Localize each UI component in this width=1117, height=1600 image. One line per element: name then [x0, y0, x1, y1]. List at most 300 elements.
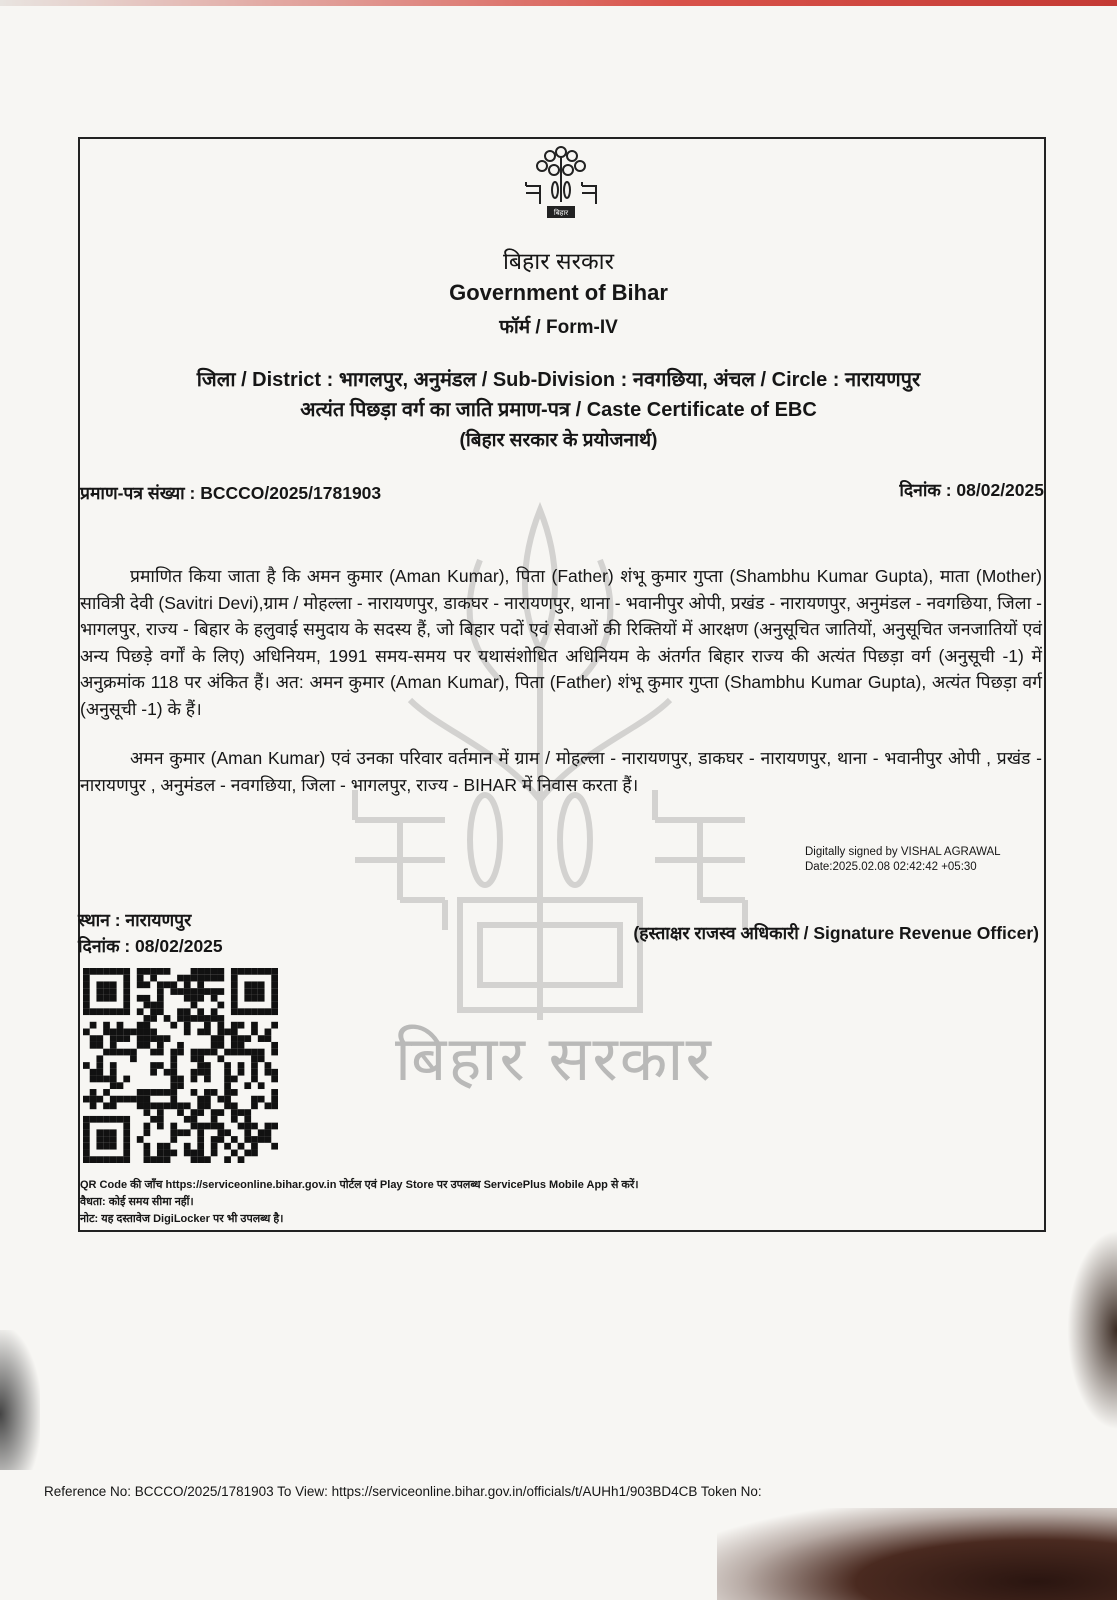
qr-module	[157, 995, 164, 1002]
qr-module	[83, 1150, 90, 1157]
qr-module	[123, 981, 130, 988]
qr-module	[170, 988, 177, 995]
qr-module	[197, 1008, 204, 1015]
qr-module	[83, 1143, 90, 1150]
qr-module	[204, 1029, 211, 1036]
qr-module	[184, 988, 191, 995]
qr-module	[258, 988, 265, 995]
gov-hindi: बिहार सरकार	[502, 248, 615, 274]
qr-module	[96, 1156, 103, 1163]
qr-module	[170, 1069, 177, 1076]
qr-module	[110, 1129, 117, 1136]
qr-module	[217, 975, 224, 982]
qr-module	[96, 1143, 103, 1150]
qr-module	[231, 995, 238, 1002]
qr-module	[103, 1156, 110, 1163]
qr-module	[265, 968, 272, 975]
qr-module	[157, 1089, 164, 1096]
qr-module	[251, 968, 258, 975]
qr-module	[231, 1008, 238, 1015]
qr-module	[150, 1116, 157, 1123]
qr-module	[130, 1029, 137, 1036]
qr-module	[217, 1109, 224, 1116]
qr-module	[258, 1082, 265, 1089]
qr-module	[258, 1136, 265, 1143]
qr-module	[224, 1156, 231, 1163]
qr-module	[217, 1055, 224, 1062]
qr-module	[265, 1062, 272, 1069]
qr-module	[157, 1143, 164, 1150]
signature-officer: (हस्ताक्षर राजस्व अधिकारी / Signature Revenue Officer)	[633, 923, 1039, 943]
qr-module	[197, 995, 204, 1002]
qr-module	[157, 981, 164, 988]
qr-module	[211, 1089, 218, 1096]
qr-module	[117, 1116, 124, 1123]
photo-shadow	[1067, 1230, 1117, 1430]
qr-module	[271, 981, 278, 988]
qr-module	[164, 1102, 171, 1109]
qr-module	[123, 1076, 130, 1083]
qr-module	[217, 1136, 224, 1143]
qr-module	[191, 1076, 198, 1083]
qr-module	[110, 1062, 117, 1069]
qr-module	[170, 1123, 177, 1130]
qr-module	[231, 1076, 238, 1083]
qr-module	[244, 1008, 251, 1015]
qr-module	[144, 1042, 151, 1049]
qr-module	[197, 1049, 204, 1056]
qr-module	[197, 1096, 204, 1103]
qr-module	[177, 975, 184, 982]
qr-module	[150, 1156, 157, 1163]
qr-module	[110, 968, 117, 975]
qr-module	[103, 1089, 110, 1096]
qr-module	[83, 1129, 90, 1136]
qr-module	[150, 1029, 157, 1036]
qr-module	[117, 968, 124, 975]
qr-module	[191, 1069, 198, 1076]
qr-module	[258, 968, 265, 975]
qr-module	[251, 981, 258, 988]
qr-module	[164, 1035, 171, 1042]
qr-module	[144, 1143, 151, 1150]
qr-module	[137, 1029, 144, 1036]
digital-signature	[805, 845, 1001, 875]
qr-module	[191, 988, 198, 995]
qr-module	[244, 988, 251, 995]
qr-module	[144, 981, 151, 988]
qr-module	[184, 1015, 191, 1022]
qr-module	[265, 1102, 272, 1109]
qr-module	[191, 975, 198, 982]
qr-module	[83, 1002, 90, 1009]
gov-english: Government of Bihar	[449, 280, 668, 305]
qr-module	[258, 995, 265, 1002]
qr-module	[204, 988, 211, 995]
qr-module	[231, 1029, 238, 1036]
qr-module	[103, 1136, 110, 1143]
qr-module	[204, 1156, 211, 1163]
qr-module	[157, 968, 164, 975]
qr-module	[103, 988, 110, 995]
qr-module	[117, 1049, 124, 1056]
qr-module	[191, 995, 198, 1002]
qr-module	[271, 1102, 278, 1109]
qr-module	[110, 1116, 117, 1123]
qr-module	[96, 968, 103, 975]
qr-module	[123, 1049, 130, 1056]
qr-module	[184, 1022, 191, 1029]
qr-module	[177, 1076, 184, 1083]
qr-module	[150, 1015, 157, 1022]
qr-module	[251, 1069, 258, 1076]
qr-module	[231, 1002, 238, 1009]
qr-module	[211, 1015, 218, 1022]
qr-module	[251, 1143, 258, 1150]
qr-module	[231, 1035, 238, 1042]
qr-module	[103, 1143, 110, 1150]
qr-module	[103, 995, 110, 1002]
qr-module	[191, 1089, 198, 1096]
qr-module	[157, 1008, 164, 1015]
qr-module	[231, 968, 238, 975]
qr-module	[197, 1150, 204, 1157]
qr-module	[103, 1049, 110, 1056]
qr-module	[110, 988, 117, 995]
qr-module	[271, 1049, 278, 1056]
qr-module	[164, 1089, 171, 1096]
qr-module	[123, 1008, 130, 1015]
qr-module	[103, 1008, 110, 1015]
qr-module	[265, 1069, 272, 1076]
qr-module	[96, 995, 103, 1002]
qr-module	[211, 1008, 218, 1015]
qr-module	[191, 1015, 198, 1022]
qr-module	[204, 1022, 211, 1029]
qr-module	[157, 1002, 164, 1009]
qr-module	[164, 1069, 171, 1076]
qr-module	[117, 1035, 124, 1042]
qr-module	[144, 1002, 151, 1009]
qr-module	[144, 1156, 151, 1163]
qr-module	[144, 995, 151, 1002]
qr-module	[191, 968, 198, 975]
qr-module	[251, 1049, 258, 1056]
qr-module	[204, 968, 211, 975]
qr-module	[271, 968, 278, 975]
qr-module	[211, 995, 218, 1002]
qr-module	[117, 1096, 124, 1103]
qr-module	[123, 1156, 130, 1163]
qr-module	[170, 1089, 177, 1096]
qr-module	[123, 1143, 130, 1150]
page-edge	[0, 0, 1117, 6]
qr-module	[103, 1076, 110, 1083]
qr-module	[197, 1156, 204, 1163]
qr-module	[83, 968, 90, 975]
qr-module	[110, 1042, 117, 1049]
qr-module	[271, 995, 278, 1002]
qr-module	[251, 1062, 258, 1069]
qr-module	[96, 1129, 103, 1136]
qr-module	[83, 1116, 90, 1123]
qr-module	[211, 975, 218, 982]
qr-module	[123, 988, 130, 995]
qr-module	[197, 1129, 204, 1136]
qr-module	[96, 981, 103, 988]
qr-module	[83, 1123, 90, 1130]
qr-module	[83, 1096, 90, 1103]
qr-module	[144, 1102, 151, 1109]
qr-module	[217, 1029, 224, 1036]
qr-module	[244, 1123, 251, 1130]
qr-module	[238, 1123, 245, 1130]
jurisdiction: जिला / District : भागलपुर, अनुमंडल / Sub-Division : नवगछिया, अंचल / Circle : नारायणपुर	[196, 369, 921, 391]
qr-module	[197, 1143, 204, 1150]
qr-module	[123, 1136, 130, 1143]
qr-module	[197, 1123, 204, 1130]
qr-module	[251, 988, 258, 995]
qr-module	[123, 1096, 130, 1103]
qr-module	[83, 1029, 90, 1036]
qr-module	[238, 1143, 245, 1150]
qr-module	[144, 968, 151, 975]
qr-module	[117, 1029, 124, 1036]
qr-module	[144, 1089, 151, 1096]
qr-module	[150, 1089, 157, 1096]
qr-module	[123, 1029, 130, 1036]
qr-module	[123, 1116, 130, 1123]
qr-module	[137, 981, 144, 988]
qr-module	[251, 1055, 258, 1062]
qr-module	[137, 1102, 144, 1109]
qr-module	[191, 1116, 198, 1123]
qr-module	[137, 1022, 144, 1029]
qr-module	[177, 1082, 184, 1089]
digilocker-note: नोट: यह दस्तावेज DigiLocker पर भी उपलब्ध है।	[80, 1213, 284, 1225]
qr-module	[110, 1029, 117, 1036]
qr-module	[157, 1150, 164, 1157]
qr-module	[238, 1022, 245, 1029]
qr-module	[244, 1116, 251, 1123]
qr-module	[123, 995, 130, 1002]
qr-module	[110, 1136, 117, 1143]
qr-module	[271, 1069, 278, 1076]
qr-module	[130, 1096, 137, 1103]
qr-module	[144, 1109, 151, 1116]
qr-module	[144, 1096, 151, 1103]
qr-module	[150, 1002, 157, 1009]
qr-module	[110, 1076, 117, 1083]
qr-module	[224, 1129, 231, 1136]
qr-module	[123, 1129, 130, 1136]
qr-module	[184, 1129, 191, 1136]
qr-module	[258, 1055, 265, 1062]
qr-module	[238, 1062, 245, 1069]
qr-module	[197, 1055, 204, 1062]
qr-module	[238, 1049, 245, 1056]
qr-module	[197, 1015, 204, 1022]
qr-module	[251, 995, 258, 1002]
qr-module	[177, 1015, 184, 1022]
qr-module	[184, 995, 191, 1002]
qr-module	[137, 1035, 144, 1042]
qr-module	[238, 1035, 245, 1042]
qr-module	[244, 995, 251, 1002]
qr-module	[164, 1156, 171, 1163]
digital-signature-signer: Digitally signed by VISHAL AGRAWAL	[805, 846, 1001, 858]
qr-module	[110, 1069, 117, 1076]
qr-module	[244, 1150, 251, 1157]
qr-module	[231, 1102, 238, 1109]
qr-module	[224, 1096, 231, 1103]
qr-module	[177, 1049, 184, 1056]
qr-module	[211, 1136, 218, 1143]
qr-module	[244, 1129, 251, 1136]
qr-module	[170, 1136, 177, 1143]
qr-module	[251, 1096, 258, 1103]
qr-module	[103, 1029, 110, 1036]
qr-module	[177, 1102, 184, 1109]
qr-module	[197, 1029, 204, 1036]
qr-module	[217, 1022, 224, 1029]
qr-module	[164, 1150, 171, 1157]
qr-module	[258, 1096, 265, 1103]
qr-module	[103, 1022, 110, 1029]
qr-module	[117, 1082, 124, 1089]
qr-module	[238, 968, 245, 975]
qr-module	[170, 1096, 177, 1103]
qr-module	[251, 1123, 258, 1130]
qr-module	[265, 1035, 272, 1042]
qr-module	[170, 981, 177, 988]
qr-module	[164, 968, 171, 975]
form-number: फॉर्म / Form-IV	[499, 317, 618, 338]
qr-module	[238, 1042, 245, 1049]
qr-module	[231, 1150, 238, 1157]
qr-module	[191, 1156, 198, 1163]
qr-module	[251, 1076, 258, 1083]
qr-module	[204, 1015, 211, 1022]
qr-module	[224, 1062, 231, 1069]
qr-module	[271, 975, 278, 982]
qr-module	[110, 1096, 117, 1103]
reference-footer: Reference No: BCCCO/2025/1781903 To View: https://serviceonline.bihar.gov.in/officials/t/AUHh1/903BD4CB Token No:	[44, 1484, 762, 1499]
photo-shadow	[0, 1330, 40, 1470]
qr-module	[191, 1123, 198, 1130]
qr-module	[83, 1156, 90, 1163]
qr-module	[83, 1008, 90, 1015]
certificate-body-paragraph-2	[80, 745, 1042, 798]
qr-module	[217, 968, 224, 975]
qr-module	[184, 975, 191, 982]
qr-module	[224, 1082, 231, 1089]
qr-module	[217, 1042, 224, 1049]
qr-module	[204, 1096, 211, 1103]
qr-module	[123, 1035, 130, 1042]
qr-module	[197, 1136, 204, 1143]
qr-module	[217, 988, 224, 995]
qr-module	[244, 1082, 251, 1089]
qr-module	[144, 1129, 151, 1136]
qr-module	[110, 1143, 117, 1150]
qr-module	[224, 1049, 231, 1056]
qr-module	[150, 1102, 157, 1109]
qr-module	[110, 1102, 117, 1109]
qr-module	[170, 1082, 177, 1089]
qr-module	[157, 988, 164, 995]
qr-module	[90, 1069, 97, 1076]
certificate-number: प्रमाण-पत्र संख्या : BCCCO/2025/1781903	[80, 483, 382, 503]
qr-module	[110, 1035, 117, 1042]
qr-module	[157, 1123, 164, 1130]
qr-module	[271, 1123, 278, 1130]
qr-module	[265, 1123, 272, 1130]
qr-module	[251, 1136, 258, 1143]
qr-module	[150, 1008, 157, 1015]
qr-module	[211, 1035, 218, 1042]
qr-module	[244, 1035, 251, 1042]
qr-module	[231, 1022, 238, 1029]
qr-module	[110, 995, 117, 1002]
qr-module	[184, 1008, 191, 1015]
qr-module	[130, 1055, 137, 1062]
qr-module	[96, 1096, 103, 1103]
qr-module	[83, 988, 90, 995]
qr-module	[144, 1123, 151, 1130]
qr-module	[96, 1076, 103, 1083]
qr-module	[231, 1049, 238, 1056]
qr-module	[117, 1008, 124, 1015]
qr-module	[170, 1129, 177, 1136]
qr-module	[211, 968, 218, 975]
qr-module	[96, 1069, 103, 1076]
qr-module	[103, 1129, 110, 1136]
qr-module	[271, 1096, 278, 1103]
qr-module	[191, 1049, 198, 1056]
qr-module	[224, 1089, 231, 1096]
qr-module	[137, 975, 144, 982]
paragraph-2-text: अमन कुमार (Aman Kumar) एवं उनका परिवार वर्तमान में ग्राम / मोहल्ला - नारायणपुर, डाकघर - नारायणपुर, थाना - भवानीपुर ओपी , प्रखंड - नारायणपुर , अनुमंडल - नवगछिया, जिला - भागलपुर, राज्य - BIHAR में निवास करता हैं।	[80, 748, 1042, 795]
qr-module	[265, 1008, 272, 1015]
qr-module	[177, 1042, 184, 1049]
qr-module	[211, 1109, 218, 1116]
qr-module	[271, 1089, 278, 1096]
qr-module	[244, 1136, 251, 1143]
qr-module	[197, 1069, 204, 1076]
qr-module	[271, 1042, 278, 1049]
qr-module	[157, 1102, 164, 1109]
qr-module	[137, 968, 144, 975]
qr-module	[258, 1049, 265, 1056]
qr-module	[103, 1116, 110, 1123]
qr-module	[224, 1069, 231, 1076]
qr-module	[224, 1102, 231, 1109]
qr-module	[123, 1002, 130, 1009]
paragraph-1-text: प्रमाणित किया जाता है कि अमन कुमार (Aman Kumar), पिता (Father) शंभू कुमार गुप्ता (Shambhu Kumar Gupta), माता (Mother) सावित्री देवी (Savitri Devi),ग्राम / मोहल्ला - नारायणपुर, डाकघर - नारायणपुर, थाना - भवानीपुर ओपी, प्रखंड - नारायणपुर, अनुमंडल - नवगछिया, जिला - भागलपुर, राज्य - बिहार के हलुवाई समुदाय के सदस्य हैं, जो बिहार पदों एवं सेवाओं की रिक्तियों में आरक्षण (अनुसूचित जातियों, अनुसूचित जनजातियों एवं अन्य पिछड़े वर्गों के लिए) अधिनियम, 1991 समय-समय पर यथासंशोधित अधिनियम के अंतर्गत बिहार राज्य की अत्यंत पिछड़ा वर्ग (अनुसूची -1) में अनुक्रमांक 118 पर अंकित हैं। अत: अमन कुमार (Aman Kumar), पिता (Father) शंभू कुमार गुप्ता (Shambhu Kumar Gupta), अत्यंत पिछड़ा वर्ग (अनुसूची -1) के हैं।	[80, 566, 1042, 719]
qr-module	[90, 1042, 97, 1049]
qr-module	[191, 1002, 198, 1009]
qr-module	[110, 1082, 117, 1089]
qr-module	[170, 1102, 177, 1109]
qr-module	[184, 1116, 191, 1123]
qr-module	[244, 1049, 251, 1056]
qr-module	[271, 1022, 278, 1029]
qr-module	[204, 1076, 211, 1083]
qr-module	[83, 995, 90, 1002]
qr-module	[83, 975, 90, 982]
qr-module	[164, 1143, 171, 1150]
